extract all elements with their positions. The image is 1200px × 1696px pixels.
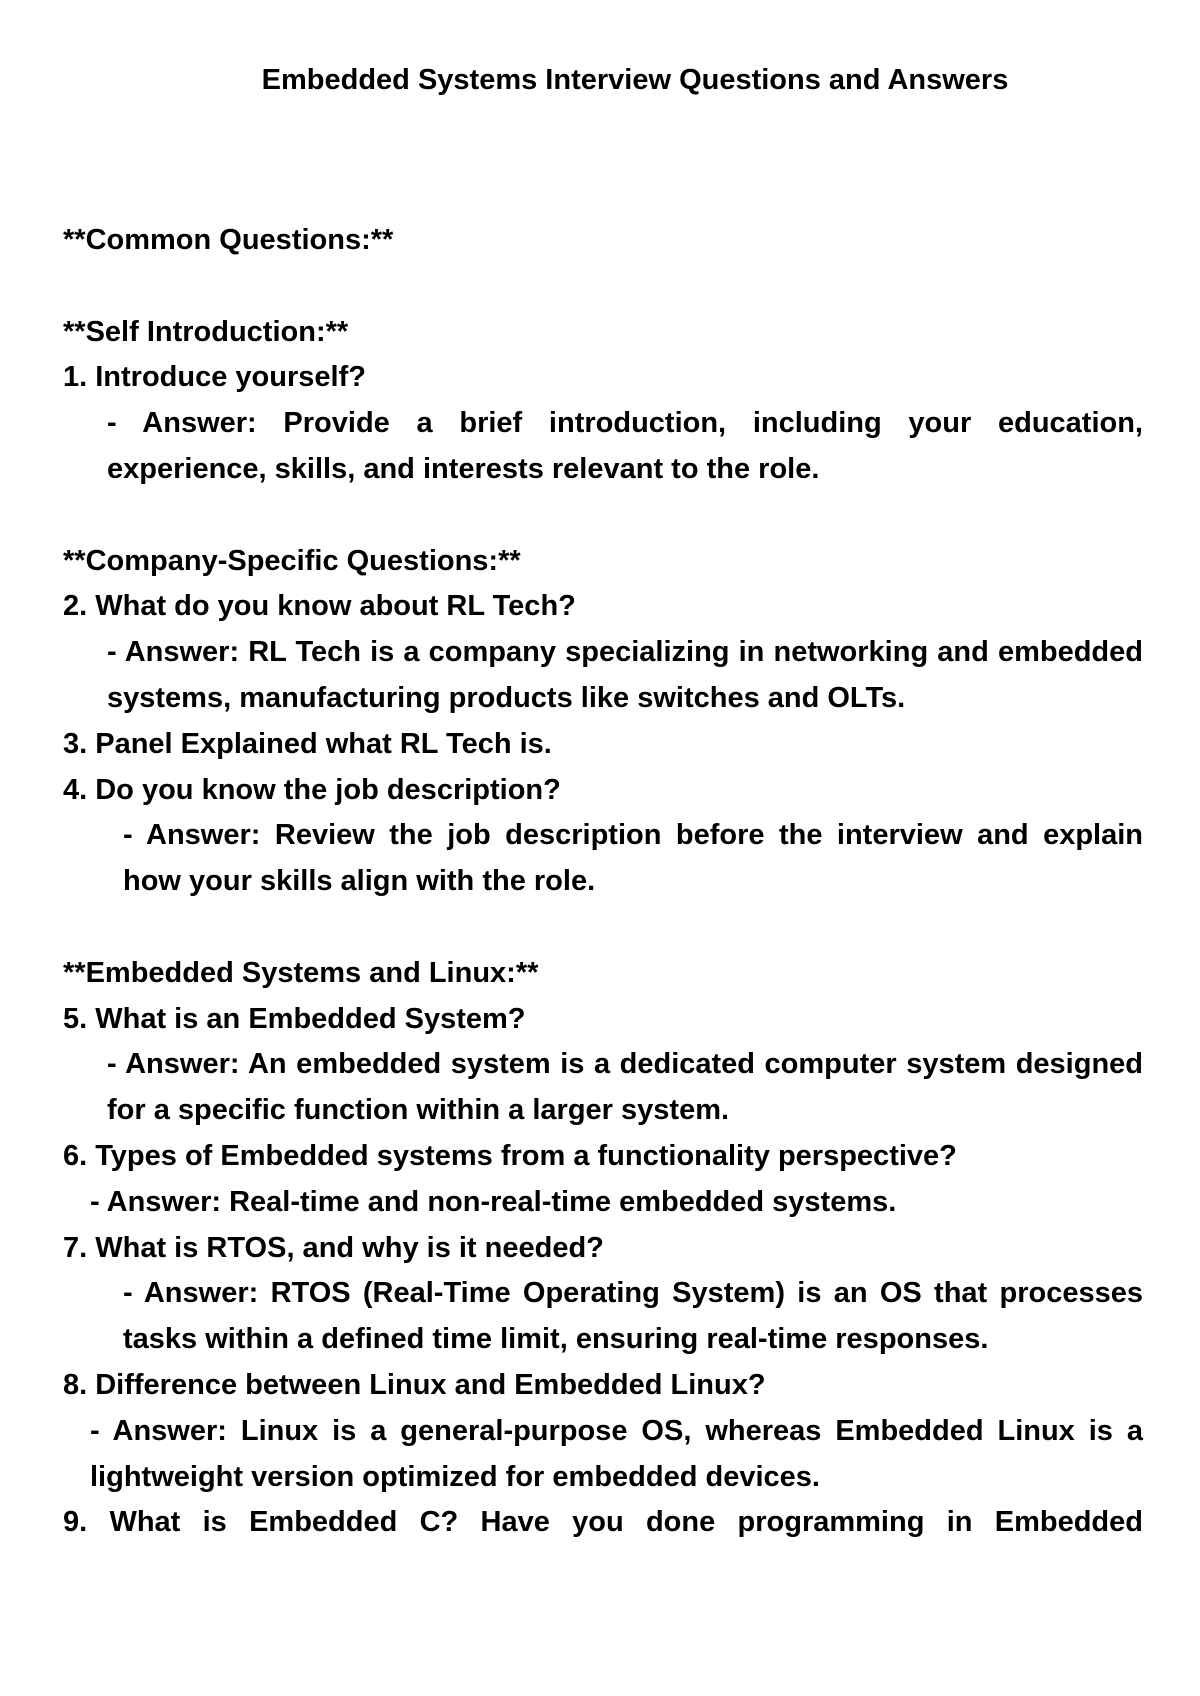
question-4: 4. Do you know the job description?	[63, 773, 561, 806]
answer-1: - Answer: Provide a brief introduction, including your education, experience, skills, and interests relevant to the role.	[107, 407, 1143, 485]
section-heading-self-introduction: **Self Introduction:**	[63, 315, 349, 348]
question-8: 8. Difference between Linux and Embedded Linux?	[63, 1368, 766, 1401]
question-2: 2. What do you know about RL Tech?	[63, 590, 576, 623]
question-7: 7. What is RTOS, and why is it needed?	[63, 1231, 604, 1264]
question-1: 1. Introduce yourself?	[63, 361, 366, 394]
section-heading-common: **Common Questions:**	[63, 224, 394, 256]
question-9: 9. What is Embedded C? Have you done programming in Embedded	[63, 1506, 1143, 1539]
answer-6: - Answer: Real-time and non-real-time embedded systems.	[90, 1185, 897, 1218]
spacer	[63, 264, 1143, 310]
answer-8: - Answer: Linux is a general-purpose OS, whereas Embedded Linux is a lightweight version optimized for embedded devices.	[90, 1414, 1143, 1493]
section-heading-embedded-linux: **Embedded Systems and Linux:**	[63, 956, 539, 989]
document-title: Embedded Systems Interview Questions and Answers	[261, 64, 1009, 96]
spacer	[63, 905, 1143, 951]
answer-5: - Answer: An embedded system is a dedicated computer system designed for a specific function within a larger system.	[107, 1048, 1143, 1127]
document-body	[63, 218, 1143, 1546]
answer-7: - Answer: RTOS (Real-Time Operating System) is an OS that processes tasks within a defined time limit, ensuring real-time responses.	[123, 1277, 1143, 1356]
question-5: 5. What is an Embedded System?	[63, 1002, 526, 1035]
question-3: 3. Panel Explained what RL Tech is.	[63, 727, 552, 760]
spacer	[63, 493, 1143, 539]
answer-4: - Answer: Review the job description before the interview and explain how your skills align with the role.	[123, 819, 1143, 898]
section-heading-company-specific: **Company-Specific Questions:**	[63, 544, 521, 577]
answer-2: - Answer: RL Tech is a company specializing in networking and embedded systems, manufacturing products like switches and OLTs.	[107, 636, 1143, 714]
question-6: 6. Types of Embedded systems from a functionality perspective?	[63, 1139, 957, 1172]
